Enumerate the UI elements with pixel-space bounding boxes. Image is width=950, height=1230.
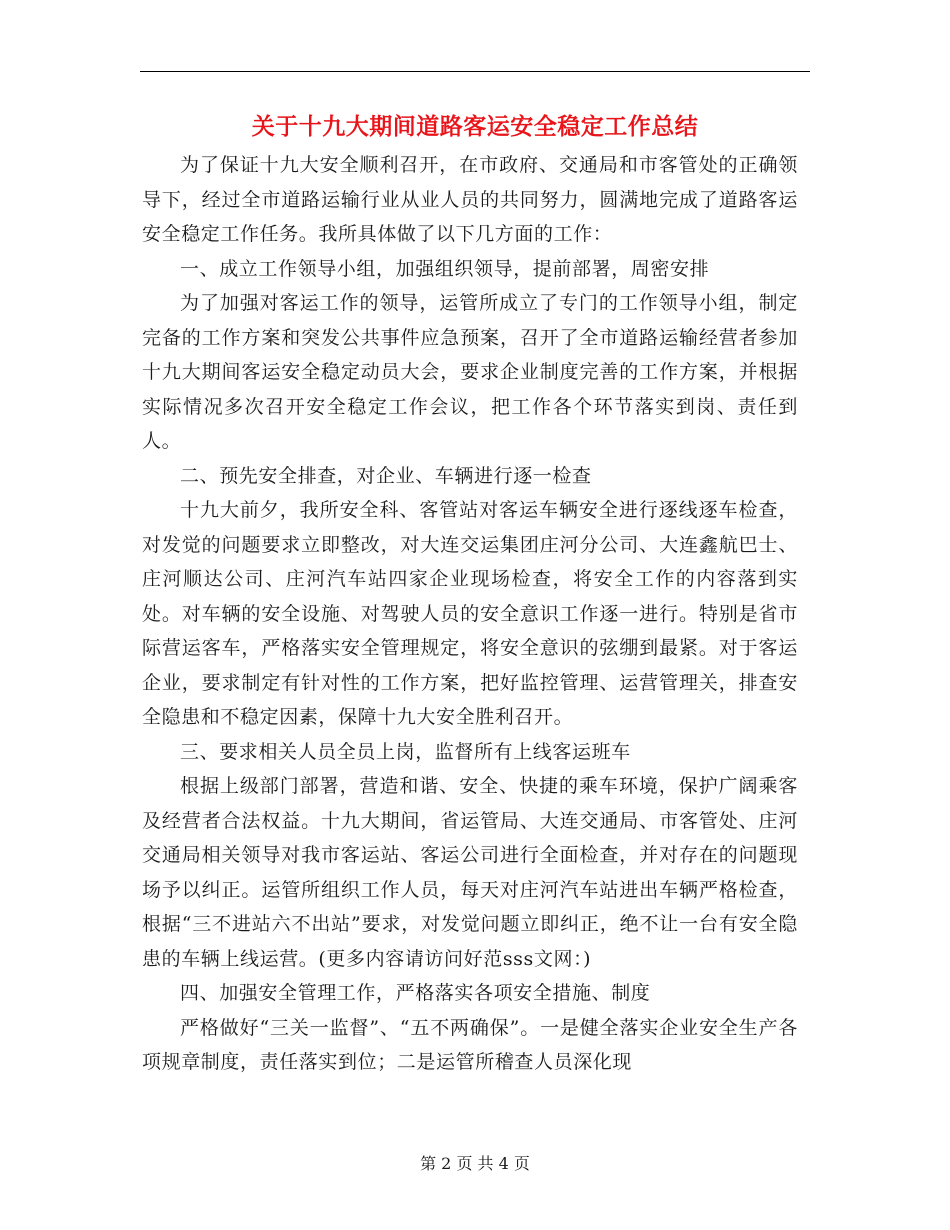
section-heading-2: 二、预先安全排查，对企业、车辆进行逐一检查 — [180, 464, 592, 487]
paragraph-intro: 为了保证十九大安全顺利召开，在市政府、交通局和市客管处的正确领导下，经过全市道路运输行业从业人员的共同努力，圆满地完成了道路客运安全稳定工作任务。我所具体做了以下几方面的工作： — [142, 154, 798, 245]
header-rule — [140, 71, 810, 72]
document-body — [142, 148, 798, 1080]
paragraph-section-3: 根据上级部门部署，营造和谐、安全、快捷的乘车环境，保护广阔乘客及经营者合法权益。十九大期间，省运管局、大连交通局、市客管处、庄河交通局相关领导对我市客运站、客运公司进行全面检查，并对存在的问题现场予以纠正。运管所组织工作人员，每天对庄河汽车站进出车辆严格检查，根据“三不进站六不出站”要求，对发觉问题立即纠正，绝不让一台有安全隐患的车辆上线运营。(更多内容请访问好范sss文网：) — [142, 775, 798, 970]
section-heading-3: 三、要求相关人员全员上岗，监督所有上线客运班车 — [180, 740, 631, 763]
document-title: 关于十九大期间道路客运安全稳定工作总结 — [251, 113, 699, 140]
section-heading-1: 一、成立工作领导小组，加强组织领导，提前部署，周密安排 — [180, 257, 710, 280]
page-footer: 第 2 页 共 4 页 — [420, 1154, 530, 1173]
paragraph-section-1: 为了加强对客运工作的领导，运管所成立了专门的工作领导小组，制定完备的工作方案和突发公共事件应急预案，召开了全市道路运输经营者参加十九大期间客运安全稳定动员大会，要求企业制度完善的工作方案，并根据实际情况多次召开安全稳定工作会议，把工作各个环节落实到岗、责任到人。 — [142, 292, 798, 452]
section-heading-4: 四、加强安全管理工作，严格落实各项安全措施、制度 — [180, 982, 651, 1004]
paragraph-section-4: 严格做好“三关一监督”、“五不两确保”。一是健全落实企业安全生产各项规章制度，责任落实到位；二是运管所稽查人员深化现 — [142, 1016, 798, 1073]
paragraph-section-2: 十九大前夕，我所安全科、客管站对客运车辆安全进行逐线逐车检查，对发觉的问题要求立即整改，对大连交运集团庄河分公司、大连鑫航巴士、庄河顺达公司、庄河汽车站四家企业现场检查，将安全工作的内容落到实处。对车辆的安全设施、对驾驶人员的安全意识工作逐一进行。特别是省市际营运客车，严格落实安全管理规定，将安全意识的弦绷到最紧。对于客运企业，要求制定有针对性的工作方案，把好监控管理、运营管理关，排查安全隐患和不稳定因素，保障十九大安全胜利召开。 — [142, 499, 798, 728]
